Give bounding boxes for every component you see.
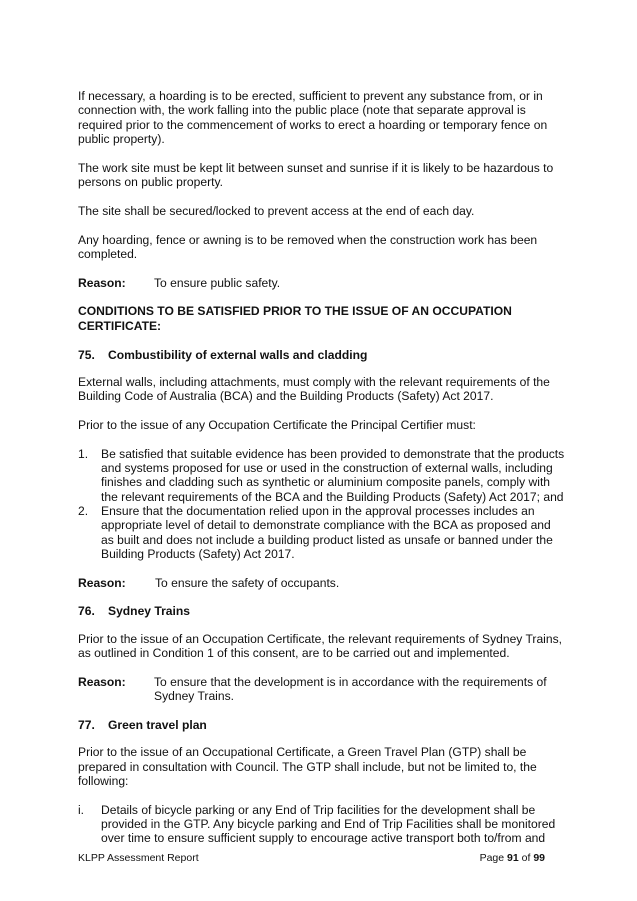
reason-block — [78, 675, 566, 704]
reason-label: Reason: — [78, 575, 126, 590]
condition-heading-77 — [78, 718, 566, 732]
condition-title: Combustibility of external walls and cladding — [108, 347, 368, 362]
paragraph: External walls, including attachments, must comply with the relevant requirements of the Building Code of Australia (BCA) and the Building Products (Safety) Act 2017. — [78, 374, 550, 404]
reason-text: To ensure that the development is in accordance with the requirements of Sydney Trains. — [154, 674, 547, 704]
condition-heading-76 — [78, 604, 566, 618]
paragraph: Prior to the issue of an Occupational Certificate, a Green Travel Plan (GTP) shall be prepared in consultation with Council. The GTP shall include, but not be limited to, the following: — [78, 745, 537, 788]
list-marker: 2. — [78, 503, 89, 518]
total-pages: 99 — [533, 852, 545, 864]
condition-number: 77. — [78, 717, 95, 732]
condition-number: 76. — [78, 604, 95, 619]
reason-label: Reason: — [78, 674, 126, 689]
list-item — [78, 447, 566, 504]
paragraph: Prior to the issue of any Occupation Certificate the Principal Certifier must: — [78, 417, 476, 432]
footer-report-title: KLPP Assessment Report — [78, 852, 199, 864]
list-item — [78, 504, 566, 561]
condition-number: 75. — [78, 347, 95, 362]
condition-title: Green travel plan — [108, 717, 207, 732]
paragraph: The site shall be secured/locked to prevent access at the end of each day. — [78, 203, 475, 218]
condition-title: Sydney Trains — [108, 604, 191, 619]
reason-label: Reason: — [78, 275, 126, 290]
list-item — [78, 803, 566, 846]
section-heading: CONDITIONS TO BE SATISFIED PRIOR TO THE ISSUE OF AN OCCUPATION CERTIFICATE: — [78, 304, 512, 333]
list-item-text: Details of bicycle parking or any End of Trip facilities for the development shall be provided in the GTP. Any bicycle parking and End of Trip Facilities shall be monitored over time to ensure sufficient supply to encourage active transport both to/from and — [101, 802, 556, 846]
reason-block — [78, 576, 566, 590]
paragraph: Any hoarding, fence or awning is to be removed when the construction work has been completed. — [78, 232, 538, 261]
reason-text: To ensure the safety of occupants. — [155, 575, 340, 590]
footer-page-number: Page 91 of 99 — [479, 852, 545, 864]
page-footer — [78, 851, 545, 865]
paragraph: The work site must be kept lit between sunset and sunrise if it is likely to be hazardous to persons on public property. — [78, 160, 554, 189]
page-content — [78, 89, 566, 860]
roman-list — [78, 803, 566, 846]
paragraph: Prior to the issue of an Occupation Certificate, the relevant requirements of Sydney Trains, as outlined in Condition 1 of this consent, are to be carried out and implemented. — [78, 631, 562, 661]
condition-heading-75 — [78, 348, 566, 362]
list-item-text: Be satisfied that suitable evidence has been provided to demonstrate that the products and systems proposed for use or used in the construction of external walls, including finishes and cladding such as synthetic or aluminium composite panels, comply with the relevant requirements of the BCA and the Building Products (Safety) Act 2017; and — [101, 446, 565, 504]
reason-block — [78, 276, 566, 290]
list-item-text: Ensure that the documentation relied upon in the approval processes includes an appropriate level of detail to demonstrate compliance with the BCA as proposed and as built and does not include a building product listed as unsafe or banned under the Building Products (Safety) Act 2017. — [101, 503, 553, 561]
paragraph: If necessary, a hoarding is to be erected, sufficient to prevent any substance from, or in connection with, the work falling into the public place (note that separate approval is required prior to the commencement of works to erect a hoarding or temporary fence on public property). — [78, 89, 548, 146]
current-page: 91 — [507, 852, 519, 864]
reason-text: To ensure public safety. — [154, 275, 281, 290]
numbered-list — [78, 447, 566, 561]
list-marker: i. — [78, 802, 85, 817]
list-marker: 1. — [78, 446, 89, 461]
